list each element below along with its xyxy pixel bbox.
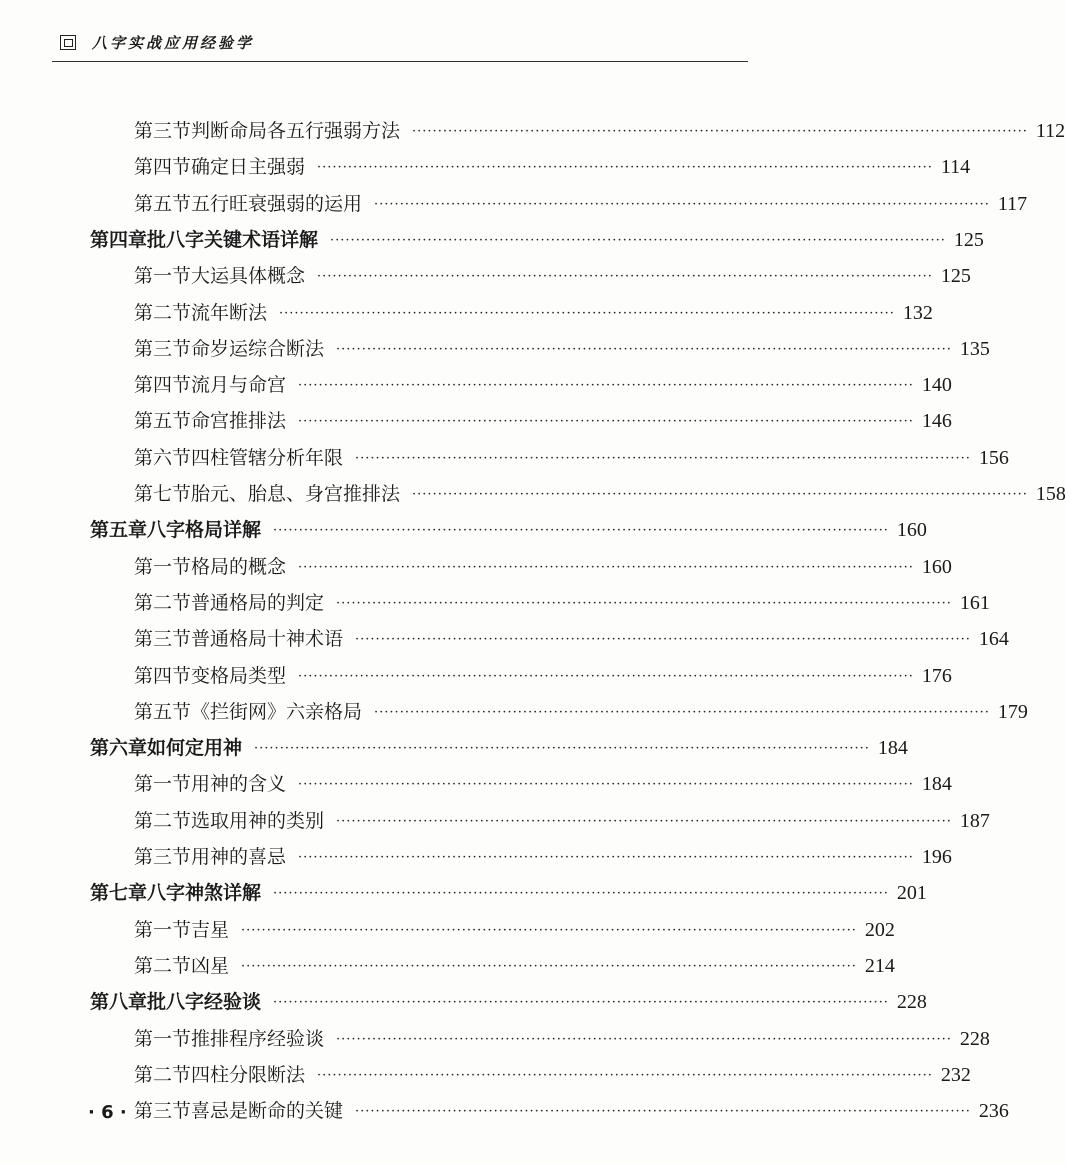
toc-section-row (134, 434, 1009, 470)
toc-entry-page: 228 (896, 991, 927, 1014)
toc-entry-page: 140 (921, 374, 952, 397)
toc-entry-page: 132 (902, 301, 933, 324)
toc-entry-number: 第六节 (134, 446, 192, 469)
toc-entry-title: 四柱分限断法 (191, 1063, 306, 1086)
dot-leader: ························································································································ (336, 813, 952, 829)
toc-section-row (134, 180, 1028, 216)
toc-entry-title: 推排程序经验谈 (191, 1027, 325, 1050)
dot-leader: ························································································································ (330, 232, 946, 248)
toc-section-row (134, 833, 952, 869)
toc-entry-page: 228 (959, 1027, 990, 1050)
dot-leader: ························································································································ (317, 269, 933, 285)
toc-entry-title: 命岁运综合断法 (191, 337, 325, 360)
toc-entry-number: 第三节 (134, 628, 192, 651)
dot-leader: ························································································································ (298, 378, 914, 394)
toc-entry-number: 第一节 (134, 1027, 192, 1050)
toc-entry-number: 第一节 (134, 265, 192, 288)
toc-entry-page: 201 (896, 882, 927, 905)
toc-entry-number: 第一节 (134, 918, 192, 941)
toc-entry-number: 第一节 (134, 555, 192, 578)
toc-entry-number: 第四节 (134, 664, 192, 687)
dot-leader: ························································································································ (336, 341, 952, 357)
toc-entry-page: 125 (940, 265, 971, 288)
toc-section-row (134, 652, 952, 688)
dot-leader: ························································································································ (355, 632, 971, 648)
toc-entry-page: 114 (940, 156, 971, 179)
dot-leader: ························································································································ (317, 1067, 933, 1083)
toc-section-row (134, 1087, 1009, 1123)
toc-entry-title: 吉星 (191, 918, 230, 941)
toc-entry-number: 第二节 (134, 591, 192, 614)
toc-entry-number: 第四节 (134, 374, 192, 397)
toc-entry-page: 176 (921, 664, 952, 687)
toc-entry-number: 第八章 (90, 991, 148, 1014)
toc-entry-number: 第七章 (90, 882, 148, 905)
toc-entry-title: 用神的含义 (191, 773, 287, 796)
toc-entry-number: 第三节 (134, 337, 192, 360)
dot-leader: ························································································································ (241, 958, 857, 974)
dot-leader: ························································································································ (298, 668, 914, 684)
toc-entry-title: 命宫推排法 (191, 410, 287, 433)
toc-entry-page: 214 (864, 954, 895, 977)
toc-entry-title: 变格局类型 (191, 664, 287, 687)
toc-entry-page: 156 (978, 446, 1009, 469)
page-number: · 6 · (88, 1102, 127, 1123)
toc-entry-title: 大运具体概念 (191, 265, 306, 288)
toc-entry-page: 184 (921, 773, 952, 796)
toc-entry-page: 179 (997, 700, 1028, 723)
toc-section-row (134, 361, 952, 397)
dot-leader: ························································································································ (273, 523, 889, 539)
toc-entry-number: 第六章 (90, 737, 148, 760)
dot-leader: ························································································································ (336, 1031, 952, 1047)
toc-entry-page: 160 (896, 519, 927, 542)
toc-section-row (134, 543, 952, 579)
toc-section-row (134, 906, 895, 942)
square-icon (60, 35, 76, 50)
toc-section-row (134, 1051, 971, 1087)
dot-leader: ························································································································ (374, 196, 990, 212)
toc-entry-number: 第一节 (134, 773, 192, 796)
toc-section-row (134, 579, 990, 615)
toc-entry-title: 《拦街网》六亲格局 (191, 700, 363, 723)
toc-entry-title: 格局的概念 (191, 555, 287, 578)
toc-entry-page: 117 (997, 192, 1028, 215)
toc-section-row (134, 942, 895, 978)
running-header (60, 30, 254, 54)
toc-entry-number: 第五节 (134, 410, 192, 433)
toc-entry-number: 第四节 (134, 156, 192, 179)
dot-leader: ························································································································ (374, 704, 990, 720)
toc-entry-number: 第二节 (134, 301, 192, 324)
toc-entry-title: 普通格局十神术语 (191, 628, 344, 651)
toc-entry-title: 批八字经验谈 (147, 991, 262, 1014)
toc-entry-title: 确定日主强弱 (191, 156, 306, 179)
dot-leader: ························································································································ (241, 922, 857, 938)
dot-leader: ························································································································ (298, 850, 914, 865)
toc-section-row (134, 760, 952, 796)
toc-section-row (134, 325, 990, 361)
toc-section-row (134, 615, 1009, 651)
toc-section-row (134, 143, 971, 179)
toc-section-row (134, 289, 933, 325)
toc-entry-number: 第四章 (90, 228, 148, 251)
toc-entry-number: 第二节 (134, 1063, 192, 1086)
dot-leader: ························································································································ (355, 1104, 971, 1120)
toc-entry-page: 158 (1035, 483, 1066, 505)
toc-entry-title: 批八字关键术语详解 (147, 228, 319, 251)
toc-entry-title: 八字神煞详解 (147, 882, 262, 905)
toc-entry-page: 196 (921, 846, 952, 868)
toc-entry-number: 第三节 (134, 846, 192, 868)
toc-entry-title: 喜忌是断命的关键 (191, 1100, 344, 1123)
toc-chapter-row (90, 869, 927, 905)
dot-leader: ························································································································ (254, 741, 870, 757)
book-title: 八字实战应用经验学 (92, 33, 255, 52)
toc-entry-page: 164 (978, 628, 1009, 651)
toc-entry-title: 普通格局的判定 (191, 591, 325, 614)
toc-entry-page: 232 (940, 1063, 971, 1086)
dot-leader: ························································································································ (412, 124, 1028, 139)
toc-section-row (134, 397, 952, 433)
toc-section-row (134, 797, 990, 833)
dot-leader: ························································································································ (317, 160, 933, 176)
toc-entry-page: 125 (953, 228, 984, 251)
dot-leader: ························································································································ (298, 777, 914, 793)
toc-chapter-row (90, 216, 984, 252)
toc-entry-page: 184 (877, 737, 908, 760)
toc-section-row (134, 470, 1066, 506)
toc-section-row (134, 107, 1066, 143)
toc-entry-title: 胎元、胎息、身宫推排法 (191, 483, 401, 505)
toc-entry-page: 135 (959, 337, 990, 360)
dot-leader: ························································································································ (336, 595, 952, 611)
dot-leader: ························································································································ (298, 414, 914, 430)
toc-entry-title: 五行旺衰强弱的运用 (191, 192, 363, 215)
dot-leader: ························································································································ (279, 305, 895, 321)
toc-entry-page: 187 (959, 809, 990, 832)
toc-section-row (134, 1015, 990, 1051)
toc-entry-title: 选取用神的类别 (191, 809, 325, 832)
toc-entry-number: 第三节 (134, 120, 192, 142)
toc-entry-title: 凶星 (191, 954, 230, 977)
dot-leader: ························································································································ (412, 487, 1028, 502)
toc-entry-number: 第二节 (134, 809, 192, 832)
toc-entry-page: 146 (921, 410, 952, 433)
toc-chapter-row (90, 724, 908, 760)
dot-leader: ························································································································ (355, 450, 971, 466)
toc-entry-title: 判断命局各五行强弱方法 (191, 120, 401, 142)
toc-entry-page: 202 (864, 918, 895, 941)
dot-leader: ························································································································ (298, 559, 914, 575)
toc-entry-number: 第五章 (90, 519, 148, 542)
header-divider (52, 61, 748, 62)
toc-entry-title: 八字格局详解 (147, 519, 262, 542)
toc-chapter-row (90, 978, 927, 1014)
toc-entry-number: 第五节 (134, 700, 192, 723)
toc-entry-title: 用神的喜忌 (191, 846, 287, 868)
toc-entry-page: 112 (1035, 120, 1066, 142)
toc-entry-title: 流月与命宫 (191, 374, 287, 397)
toc-entry-number: 第二节 (134, 954, 192, 977)
toc-entry-number: 第三节 (134, 1100, 192, 1123)
toc-entry-page: 236 (978, 1100, 1009, 1123)
dot-leader: ························································································································ (273, 886, 889, 902)
toc-entry-number: 第七节 (134, 483, 192, 505)
dot-leader: ························································································································ (273, 995, 889, 1011)
toc-section-row (134, 688, 1028, 724)
toc-entry-title: 流年断法 (191, 301, 268, 324)
toc-entry-title: 如何定用神 (147, 737, 243, 760)
toc-chapter-row (90, 506, 927, 542)
toc-entry-page: 161 (959, 591, 990, 614)
toc-entry-title: 四柱管辖分析年限 (191, 446, 344, 469)
toc-section-row (134, 252, 971, 288)
toc-entry-page: 160 (921, 555, 952, 578)
toc-entry-number: 第五节 (134, 192, 192, 215)
